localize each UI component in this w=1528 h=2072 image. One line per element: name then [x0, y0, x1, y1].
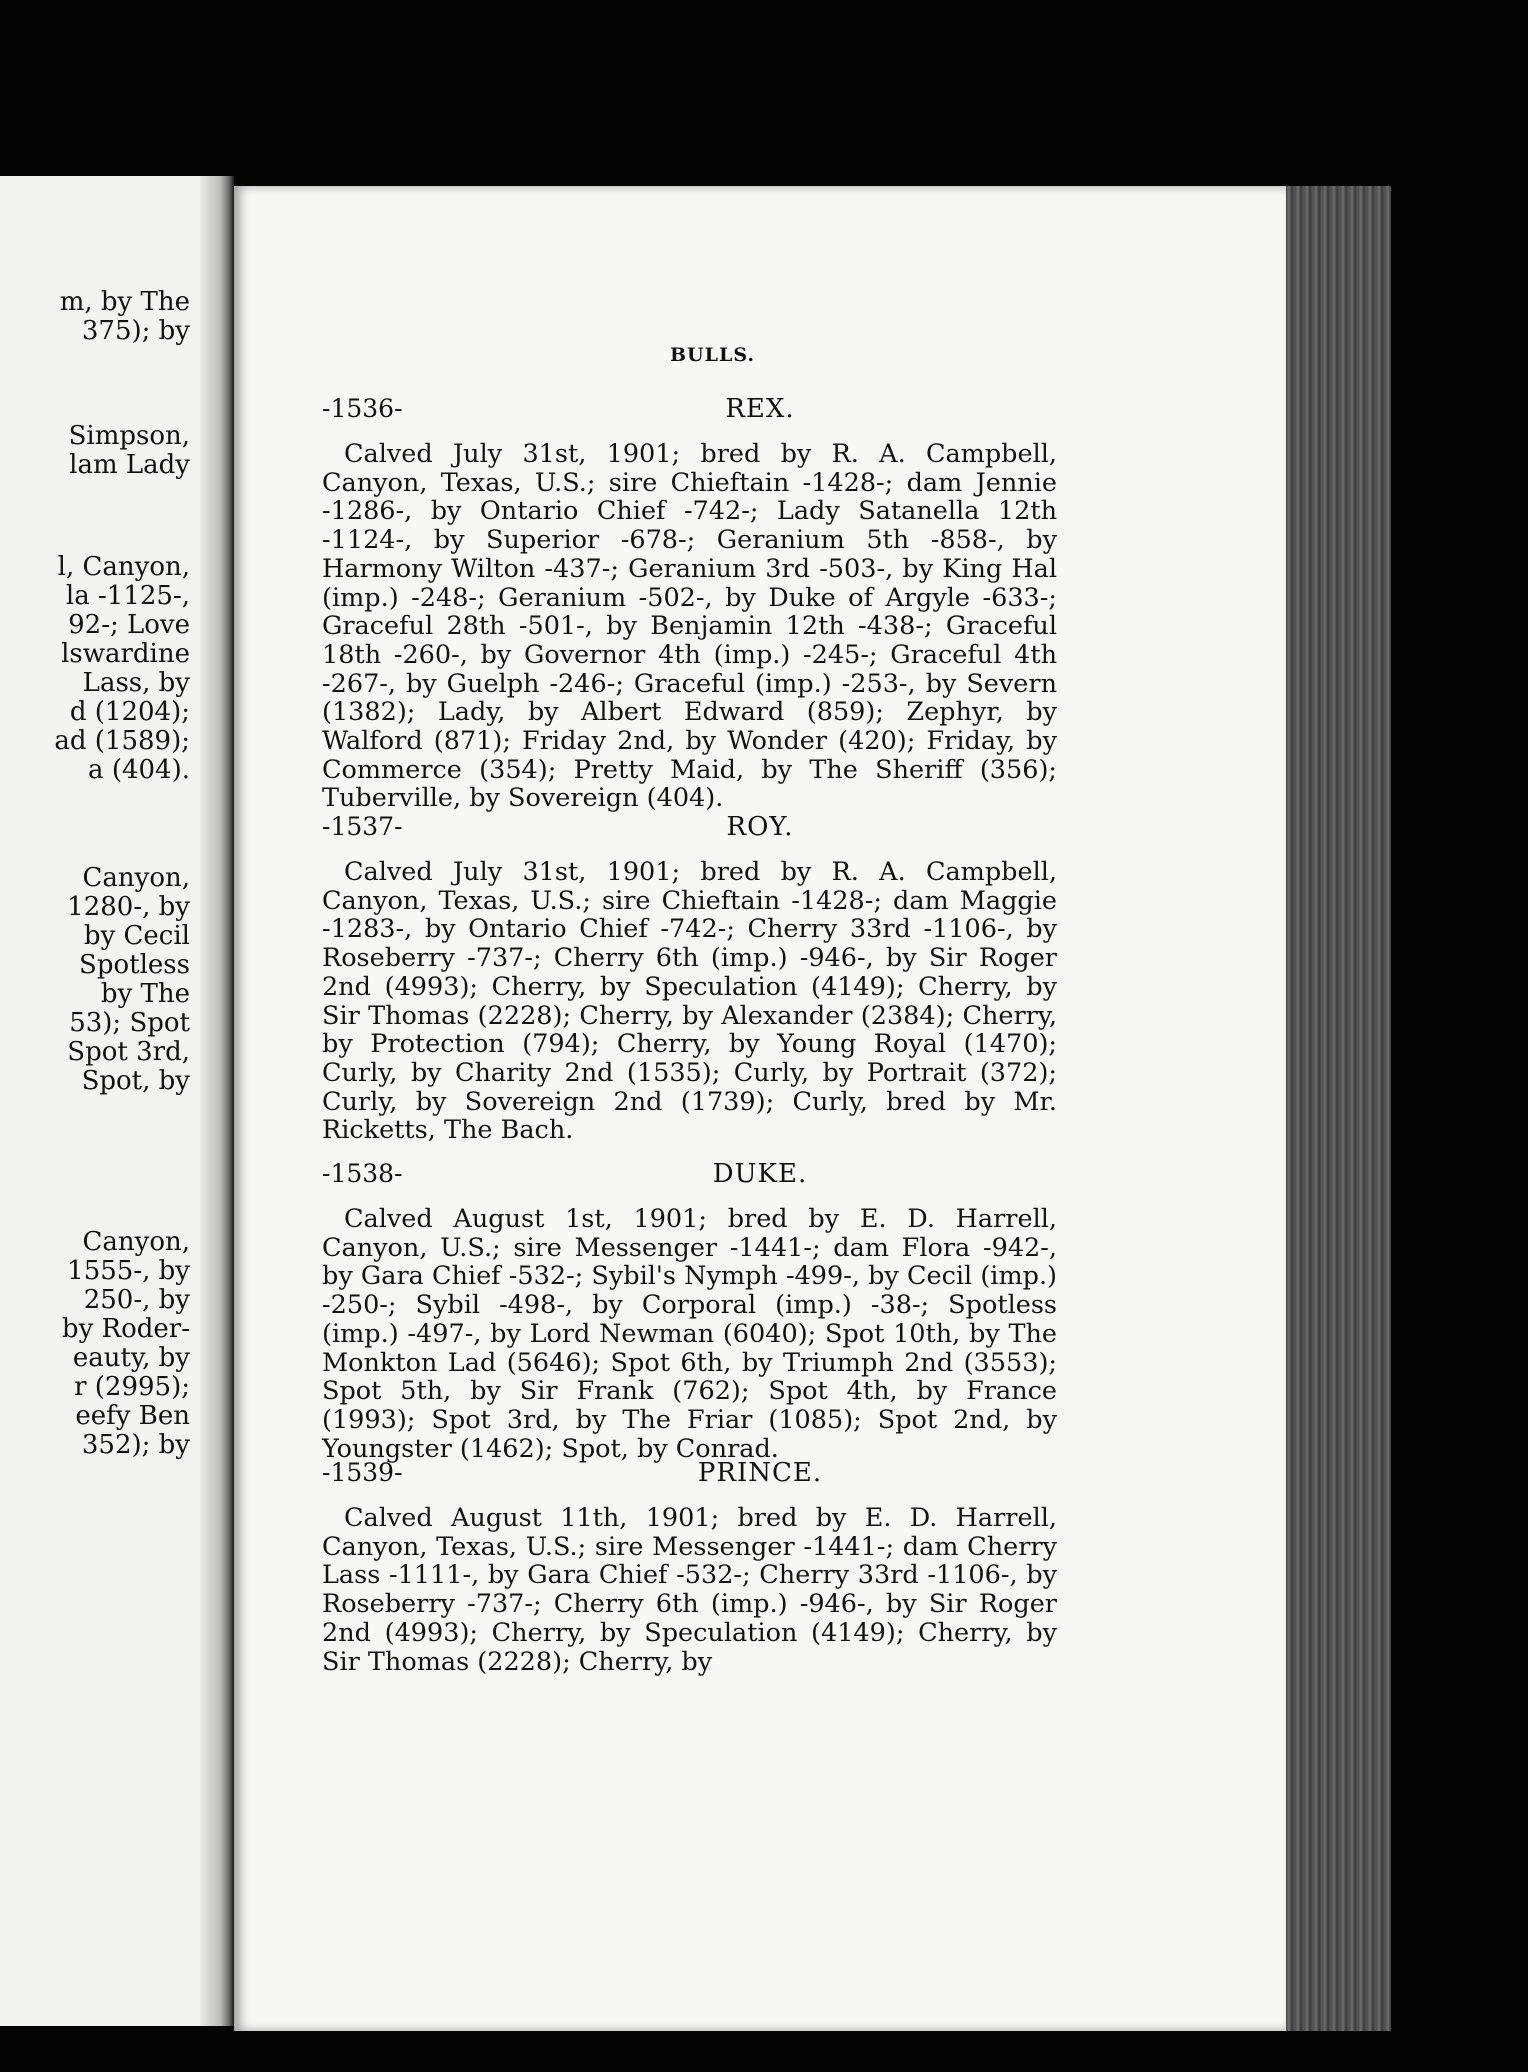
- previous-page-line: lswardine: [61, 639, 190, 669]
- previous-page-line: d (1204);: [69, 697, 190, 727]
- previous-page-line: 375); by: [81, 316, 190, 346]
- previous-page-line: 1555-, by: [67, 1256, 190, 1286]
- entry-heading: [234, 1159, 1286, 1199]
- entry-name: ROY.: [726, 812, 794, 842]
- entry-number: -1538-: [322, 1159, 403, 1188]
- previous-page-line: by Cecil: [83, 921, 190, 951]
- entry-paragraph: Calved August 1st, 1901; bred by E. D. Harrell, Canyon, U.S.; sire Messenger -1441-; dam Flora -942-, by Gara Chief -532-; Sybil's Nymph -499-, by Cecil (imp.) -250-; Sybil -498-, by Corporal (imp.) -38-; Spotless (imp.) -497-, by Lord Newman (6040); Spot 10th, by The Monkton Lad (5646); Spot 6th, by Triumph 2nd (3553); Spot 5th, by Sir Frank (762); Spot 4th, by France (1993); Spot 3rd, by The Friar (1085); Spot 2nd, by Youngster (1462); Spot, by Conrad.: [322, 1204, 1057, 1464]
- previous-page-line: l, Canyon,: [57, 552, 190, 582]
- entry-number: -1536-: [322, 394, 403, 423]
- entry-paragraph: Calved August 11th, 1901; bred by E. D. Harrell, Canyon, Texas, U.S.; sire Messenger -1441-; dam Cherry Lass -1111-, by Gara Chief -532-; Cherry 33rd -1106-, by Roseberry -737-; Cherry 6th (imp.) -946-, by Sir Roger 2nd (4993); Cherry, by Speculation (4149); Cherry, by Sir Thomas (2228); Cherry, by: [322, 1503, 1057, 1677]
- entry-text: [322, 1205, 1057, 1463]
- previous-page-line: Canyon,: [82, 863, 190, 893]
- previous-page-line: 53); Spot: [69, 1008, 190, 1038]
- previous-page-line: eefy Ben: [75, 1401, 190, 1431]
- previous-page-line: 250-, by: [83, 1285, 190, 1315]
- previous-page-line: a (404).: [88, 755, 190, 785]
- entry-name: REX.: [725, 394, 795, 424]
- entry-heading: [234, 394, 1286, 434]
- entry-heading: [234, 812, 1286, 852]
- entry-paragraph: Calved July 31st, 1901; bred by R. A. Campbell, Canyon, Texas, U.S.; sire Chieftain -1428-; dam Jennie -1286-, by Ontario Chief -742-; Lady Satanella 12th -1124-, by Superior -678-; Geranium 5th -858-, by Harmony Wilton -437-; Geranium 3rd -503-, by King Hal (imp.) -248-; Geranium -502-, by Duke of Argyle -633-; Graceful 28th -501-, by Benjamin 12th -438-; Graceful 18th -260-, by Governor 4th (imp.) -245-; Graceful 4th -267-, by Guelph -246-; Graceful (imp.) -253-, by Severn (1382); Lady, by Albert Edward (859); Zephyr, by Walford (871); Friday 2nd, by Wonder (420); Friday, by Commerce (354); Pretty Maid, by The Sheriff (356); Tuberville, by Sovereign (404).: [322, 439, 1057, 814]
- entry-heading: [234, 1458, 1286, 1498]
- entry-paragraph: Calved July 31st, 1901; bred by R. A. Campbell, Canyon, Texas, U.S.; sire Chieftain -1428-; dam Maggie -1283-, by Ontario Chief -742-; Cherry 33rd -1106-, by Roseberry -737-; Cherry 6th (imp.) -946-, by Sir Roger 2nd (4993); Cherry, by Speculation (4149); Cherry, by Sir Thomas (2228); Cherry, by Alexander (2384); Cherry, by Protection (794); Cherry, by Young Royal (1470); Curly, by Charity 2nd (1535); Curly, by Portrait (372); Curly, by Sovereign 2nd (1739); Curly, bred by Mr. Ricketts, The Bach.: [322, 857, 1057, 1146]
- running-head: BULLS.: [670, 344, 756, 366]
- previous-page-line: Spotless: [79, 950, 190, 980]
- previous-page-line: 92-; Love: [68, 610, 190, 640]
- previous-page-line: 352); by: [81, 1430, 190, 1460]
- entry-name: DUKE.: [712, 1159, 808, 1189]
- page: [234, 186, 1286, 2031]
- previous-page-line: Canyon,: [82, 1227, 190, 1257]
- previous-page-fragment: [0, 176, 228, 2026]
- page-header: [234, 336, 1286, 376]
- entry-1537: [234, 812, 1286, 1146]
- entry-text: [322, 440, 1057, 813]
- entry-1538: [234, 1159, 1286, 1464]
- page-edges: [1286, 186, 1391, 2031]
- previous-page-line: by The: [100, 979, 190, 1009]
- previous-page-line: r (2995);: [74, 1372, 190, 1402]
- previous-page-line: 1280-, by: [67, 892, 190, 922]
- previous-page-line: m, by The: [59, 287, 190, 317]
- background-edge: [1391, 186, 1528, 2031]
- entry-number: -1539-: [322, 1458, 403, 1487]
- entry-1536: [234, 394, 1286, 814]
- previous-page-line: Spot, by: [81, 1066, 190, 1096]
- book-gutter: [200, 176, 234, 2026]
- previous-page-line: Simpson,: [68, 421, 190, 451]
- previous-page-line: Lass, by: [82, 668, 190, 698]
- previous-page-line: Spot 3rd,: [67, 1037, 190, 1067]
- entry-text: [322, 1504, 1057, 1676]
- previous-page-line: ad (1589);: [54, 726, 190, 756]
- previous-page-line: la -1125-,: [65, 581, 190, 611]
- previous-page-line: eauty, by: [72, 1343, 190, 1373]
- entry-text: [322, 858, 1057, 1145]
- entry-name: PRINCE.: [697, 1458, 823, 1488]
- entry-1539: [234, 1458, 1286, 1677]
- previous-page-line: lam Lady: [69, 450, 190, 480]
- previous-page-line: by Roder-: [61, 1314, 190, 1344]
- entry-number: -1537-: [322, 812, 403, 841]
